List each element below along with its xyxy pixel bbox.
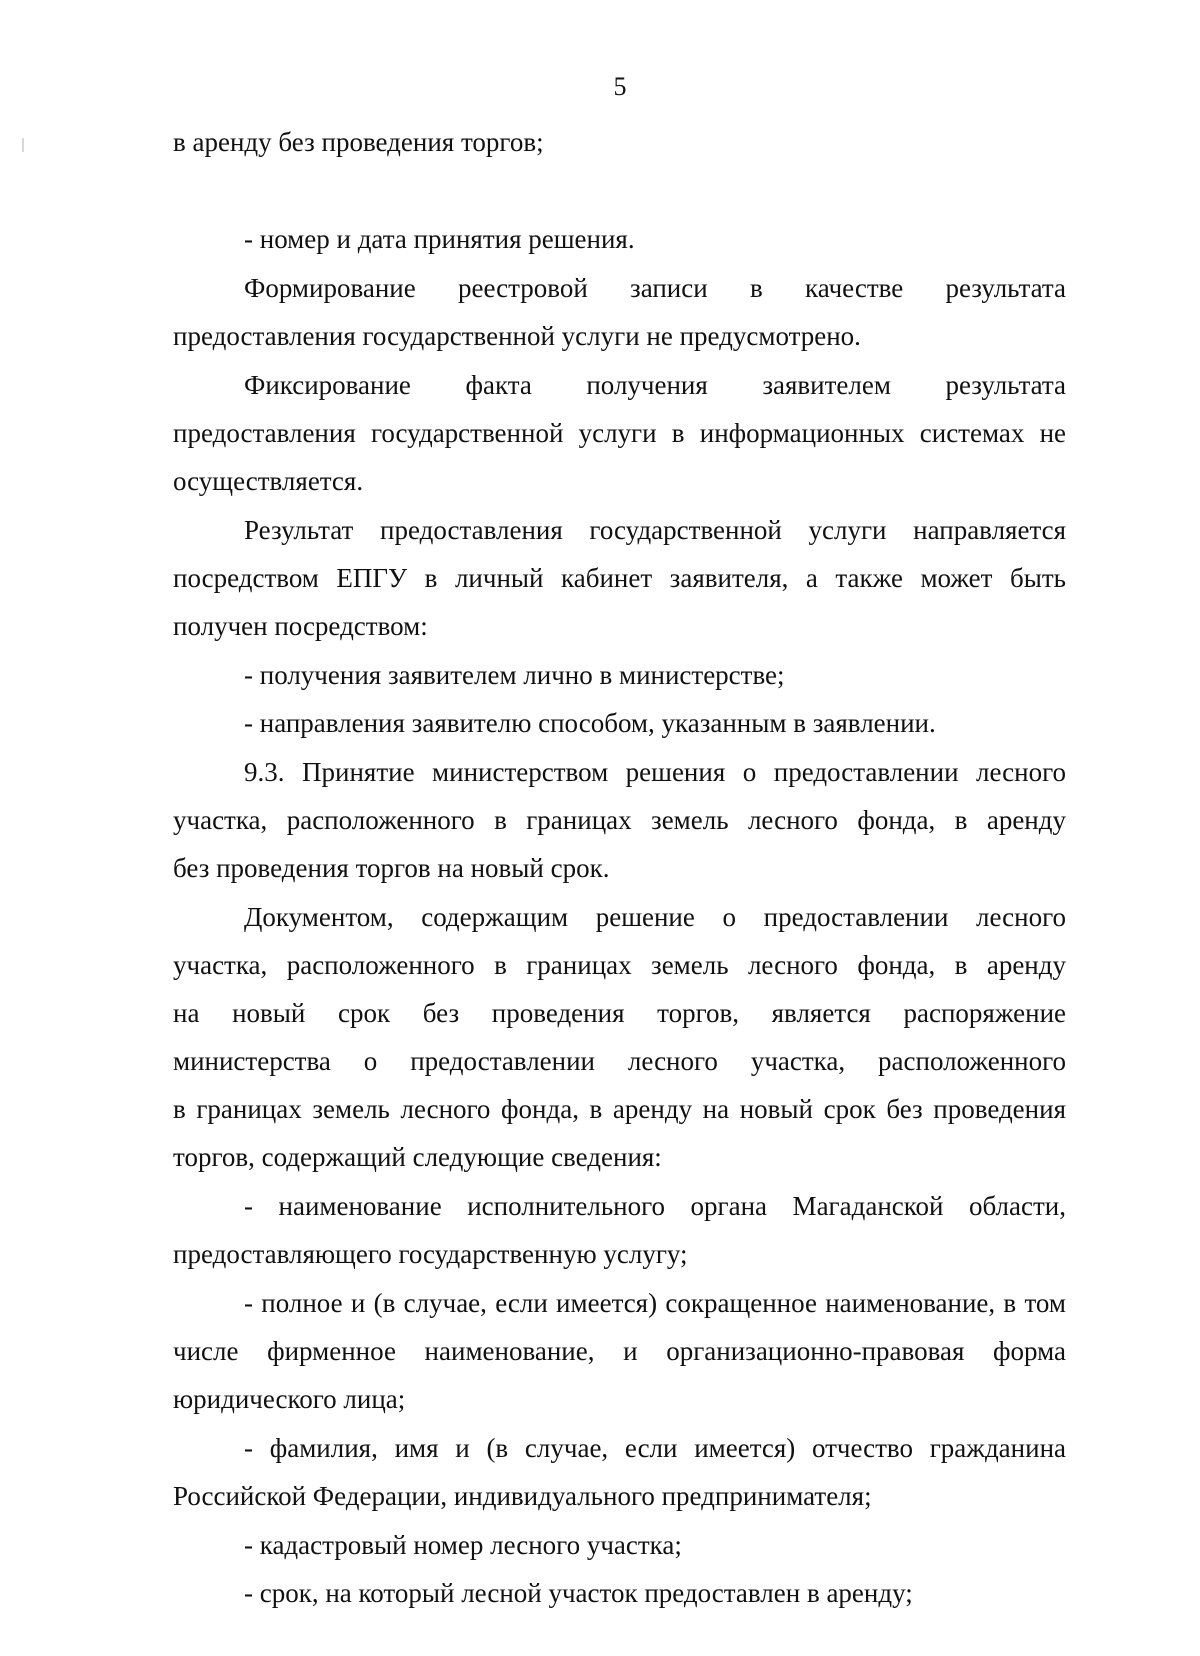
text-line: Документом, содержащим решение о предоставлении лесного <box>244 902 1066 932</box>
scan-mark <box>22 138 24 152</box>
text-line: - кадастровый номер лесного участка; <box>244 1530 682 1560</box>
text-line: предоставляющего государственную услугу; <box>173 1239 688 1269</box>
text-line: юридического лица; <box>173 1384 406 1414</box>
text-line: без проведения торгов на новый срок. <box>173 853 610 883</box>
page-number: 5 <box>613 72 627 101</box>
text-line: торгов, содержащий следующие сведения: <box>173 1142 662 1172</box>
text-line: предоставления государственной услуги не предусмотрено. <box>173 321 861 351</box>
text-line: участка, расположенного в границах земель лесного фонда, в аренду <box>173 805 1066 835</box>
text-line: на новый срок без проведения торгов, является распоряжение <box>173 998 1066 1028</box>
text-line: осуществляется. <box>173 466 364 496</box>
text-line: 9.3. Принятие министерством решения о предоставлении лесного <box>244 757 1066 787</box>
text-line: в границах земель лесного фонда, в аренду на новый срок без проведения <box>173 1094 1066 1124</box>
text-line: в аренду без проведения торгов; <box>173 127 544 157</box>
text-line: Формирование реестровой записи в качестве результата <box>244 273 1066 303</box>
document-body <box>173 118 1066 1617</box>
text-line: Фиксирование факта получения заявителем результата <box>244 370 1066 400</box>
text-line: Российской Федерации, индивидуального предпринимателя; <box>173 1481 872 1511</box>
text-line: министерства о предоставлении лесного участка, расположенного <box>173 1046 1066 1076</box>
text-line: числе фирменное наименование, и организационно-правовая форма <box>173 1336 1066 1366</box>
text-line: Результат предоставления государственной услуги направляется <box>244 515 1066 545</box>
text-line: посредством ЕПГУ в личный кабинет заявителя, а также может быть <box>173 563 1066 593</box>
text-line: - получения заявителем лично в министерстве; <box>244 660 785 690</box>
text-line: получен посредством: <box>173 611 428 641</box>
text-line: - номер и дата принятия решения. <box>244 224 635 254</box>
text-line: - срок, на который лесной участок предоставлен в аренду; <box>244 1578 913 1608</box>
text-line: - фамилия, имя и (в случае, если имеется) отчество гражданина <box>244 1433 1066 1463</box>
text-line: предоставления государственной услуги в информационных системах не <box>173 418 1066 448</box>
text-line: - направления заявителю способом, указанным в заявлении. <box>244 708 936 738</box>
text-line: - наименование исполнительного органа Магаданской области, <box>244 1191 1066 1221</box>
text-line: участка, расположенного в границах земель лесного фонда, в аренду <box>173 950 1066 980</box>
text-line: - полное и (в случае, если имеется) сокращенное наименование, в том <box>244 1288 1066 1318</box>
